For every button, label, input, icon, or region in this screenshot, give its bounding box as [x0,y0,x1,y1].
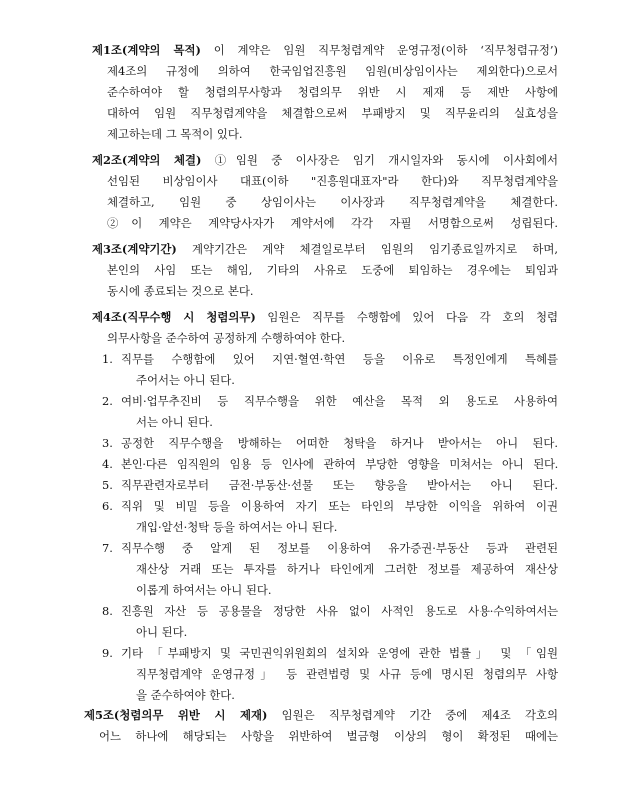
item-line: 개입·알선·청탁 등을 하여서는 아니 된다. [136,520,338,534]
article-1-line-1: 이 계약은 임원 직무청렴계약 운영규정(이하 ‘직무청렴규정’) [200,43,558,57]
article-2-heading: 제2조(계약의 체결) [92,153,202,167]
item-number: 9. [102,646,113,660]
list-item [102,538,558,601]
article-2-line-1: ①임원 중 이사장은 임기 개시일자와 동시에 이사회에서 [201,153,558,167]
article-1 [92,40,558,145]
item-number: 8. [102,604,113,618]
item-number: 6. [102,499,113,513]
item-line: 주어서는 아니 된다. [136,373,235,387]
item-number: 5. [102,478,113,492]
article-1-line-5: 제고하는데 그 목적이 있다. [107,127,243,141]
list-item [102,475,558,496]
article-4-items [102,349,558,706]
list-item [102,349,558,391]
item-line: 직무청렴계약 운영규정」 등 관련법령 및 사규 등에 명시된 청렴의무 사항 [136,667,558,681]
article-5-line-2: 어느 하나에 해당되는 사항을 위반하여 벌금형 이상의 형이 확정된 때에는 [99,729,558,743]
item-number: 7. [102,541,113,555]
list-item [102,496,558,538]
item-line: 아니 된다. [136,625,188,639]
item-line: 서는 아니 된다. [136,415,213,429]
article-4-heading: 제4조(직무수행 시 청렴의무) [92,310,256,324]
article-4-line-1: 임원은 직무를 수행함에 있어 다음 각 호의 청렴 [255,310,558,324]
item-number: 3. [102,436,113,450]
item-line: 재산상 거래 또는 투자를 하거나 타인에게 그러한 정보를 제공하여 재산상 [136,562,558,576]
item-line: 본인·다른 임직원의 임용 등 인사에 관하여 부당한 영향을 미쳐서는 아니 된다. [121,457,558,471]
item-line: 직무를 수행함에 있어 지연·혈연·학연 등을 이유로 특정인에게 특혜를 [121,352,558,366]
article-1-line-3: 준수하여야 할 청렴의무사항과 청렴의무 위반 시 제재 등 제반 사항에 [107,85,558,99]
item-line: 기타 「부패방지 및 국민권익위원회의 설치와 운영에 관한 법률」 및 「임원 [121,646,558,660]
item-line: 이롭게 하여서는 아니 된다. [136,583,272,597]
item-line: 을 준수하여야 한다. [136,688,235,702]
article-1-heading: 제1조(계약의 목적) [92,43,201,57]
list-item [102,391,558,433]
item-line: 여비·업무추진비 등 직무수행을 위한 예산을 목적 외 용도로 사용하여 [121,394,558,408]
item-line: 직무관련자로부터 금전·부동산·선물 또는 향응을 받아서는 아니 된다. [121,478,558,492]
article-4 [92,307,558,349]
item-line: 공정한 직무수행을 방해하는 어떠한 청탁을 하거나 받아서는 아니 된다. [121,436,558,450]
list-item [102,601,558,643]
article-4-line-2: 의무사항을 준수하여 공정하게 수행하여야 한다. [107,331,346,345]
item-number: 2. [102,394,113,408]
article-5-line-1: 임원은 직무청렴계약 기간 중에 제4조 각호의 [267,708,558,722]
item-line: 직무수행 중 알게 된 정보를 이용하여 유가증권·부동산 등과 관련된 [121,541,558,555]
article-2-line-3: 체결하고, 임원 중 상임이사는 이사장과 직무청렴계약을 체결한다. [107,195,558,209]
article-3-line-1: 계약기간은 계약 체결일로부터 임원의 임기종료일까지로 하며, [176,242,558,256]
article-5 [84,705,558,747]
list-item [102,454,558,475]
article-2-line-4: ②이 계약은 계약당사자가 계약서에 각각 자필 서명함으로써 성립된다. [107,216,558,230]
article-3-heading: 제3조(계약기간) [92,242,177,256]
list-item [102,433,558,454]
article-2 [92,150,558,234]
article-1-line-4: 대하여 임원 직무청렴계약을 체결함으로써 부패방지 및 직무윤리의 실효성을 [107,106,558,120]
item-number: 1. [102,352,113,366]
item-line: 진흥원 자산 등 공용물을 정당한 사유 없이 사적인 용도로 사용·수익하여서는 [121,604,558,618]
article-1-line-2: 제4조의 규정에 의하여 한국임업진흥원 임원(비상임이사는 제외한다)으로서 [107,64,558,78]
article-3-line-2: 본인의 사임 또는 해임, 기타의 사유로 도중에 퇴임하는 경우에는 퇴임과 [107,263,558,277]
article-3 [92,239,558,302]
article-2-line-2: 선임된 비상임이사 대표(이하 "진흥원대표자"라 한다)와 직무청렴계약을 [107,174,558,188]
article-3-line-3: 동시에 종료되는 것으로 본다. [107,284,254,298]
list-item [102,643,558,706]
item-line: 직위 및 비밀 등을 이용하여 자기 또는 타인의 부당한 이익을 위하여 이권 [121,499,558,513]
article-5-heading: 제5조(청렴의무 위반 시 제재) [84,708,268,722]
item-number: 4. [102,457,113,471]
